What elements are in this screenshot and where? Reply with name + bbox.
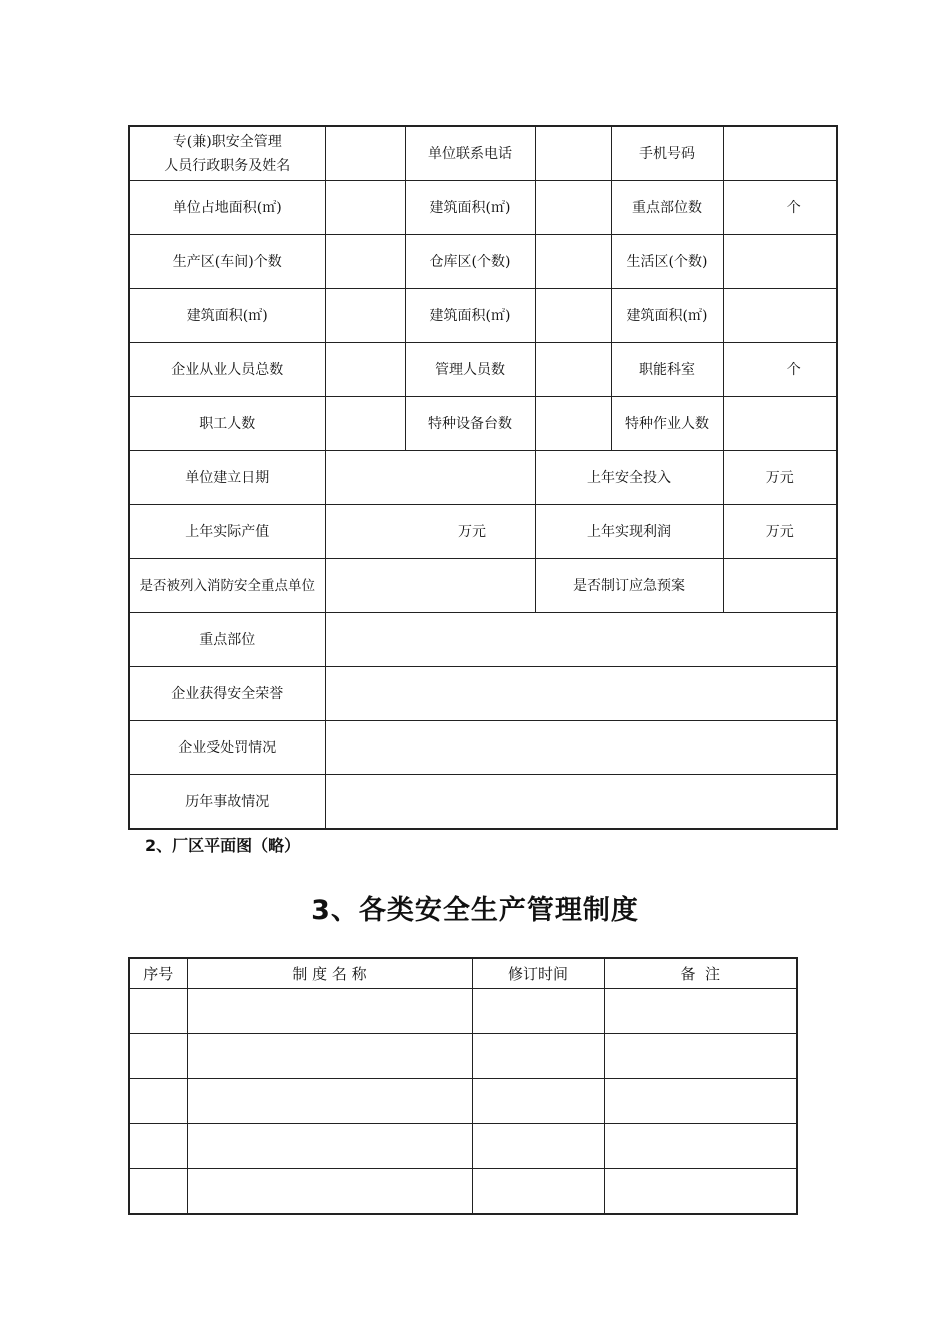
value-emergency-plan[interactable] xyxy=(723,559,837,613)
value-living-zones[interactable] xyxy=(723,235,837,289)
value-departments[interactable] xyxy=(723,343,837,397)
cell-regulation-name[interactable] xyxy=(187,1034,472,1079)
label-last-year-output: 上年实际产值 xyxy=(129,505,325,559)
value-key-parts-count[interactable] xyxy=(723,181,837,235)
cell-remarks[interactable] xyxy=(604,1124,797,1169)
label-safety-honors: 企业获得安全荣誉 xyxy=(129,667,325,721)
label-production-area: 建筑面积(㎡) xyxy=(129,289,325,343)
label-special-operators: 特种作业人数 xyxy=(611,397,723,451)
unit-wanyuan: 万元 xyxy=(765,523,794,540)
cell-remarks[interactable] xyxy=(604,989,797,1034)
label-warehouse-zones: 仓库区(个数) xyxy=(405,235,535,289)
section-3-title: 3、各类安全生产管理制度 xyxy=(311,895,639,926)
cell-revision-date[interactable] xyxy=(472,989,604,1034)
value-penalties[interactable] xyxy=(325,721,837,775)
value-warehouse-zones[interactable] xyxy=(535,235,611,289)
cell-regulation-name[interactable] xyxy=(187,989,472,1034)
value-mobile[interactable] xyxy=(723,126,837,181)
value-last-year-safety-investment[interactable] xyxy=(723,451,837,505)
value-special-equipment[interactable] xyxy=(535,397,611,451)
cell-revision-date[interactable] xyxy=(472,1124,604,1169)
label-emergency-plan: 是否制订应急预案 xyxy=(535,559,723,613)
label-key-parts: 重点部位 xyxy=(129,613,325,667)
cell-revision-date[interactable] xyxy=(472,1169,604,1215)
value-total-employees[interactable] xyxy=(325,343,405,397)
table-row xyxy=(129,1124,797,1169)
header-regulation-name: 制 度 名 称 xyxy=(187,958,472,989)
cell-serial-no[interactable] xyxy=(129,1079,187,1124)
value-unit-phone[interactable] xyxy=(535,126,611,181)
value-last-year-profit[interactable] xyxy=(723,505,837,559)
label-living-zones: 生活区(个数) xyxy=(611,235,723,289)
label-building-area: 建筑面积(㎡) xyxy=(405,181,535,235)
table-row xyxy=(129,1034,797,1079)
value-building-area[interactable] xyxy=(535,181,611,235)
value-key-parts[interactable] xyxy=(325,613,837,667)
header-revision-date: 修订时间 xyxy=(472,958,604,989)
value-production-zones[interactable] xyxy=(325,235,405,289)
unit-wanyuan: 万元 xyxy=(458,523,486,540)
label-unit-phone: 单位联系电话 xyxy=(405,126,535,181)
cell-remarks[interactable] xyxy=(604,1169,797,1215)
label-penalties: 企业受处罚情况 xyxy=(129,721,325,775)
value-last-year-output[interactable] xyxy=(325,505,535,559)
value-special-operators[interactable] xyxy=(723,397,837,451)
cell-revision-date[interactable] xyxy=(472,1079,604,1124)
label-departments: 职能科室 xyxy=(611,343,723,397)
value-accident-history[interactable] xyxy=(325,775,837,830)
label-safety-manager: 专(兼)职安全管理 人员行政职务及姓名 xyxy=(129,126,325,181)
label-mobile: 手机号码 xyxy=(611,126,723,181)
cell-remarks[interactable] xyxy=(604,1034,797,1079)
value-living-area[interactable] xyxy=(723,289,837,343)
label-workers: 职工人数 xyxy=(129,397,325,451)
value-safety-honors[interactable] xyxy=(325,667,837,721)
cell-regulation-name[interactable] xyxy=(187,1124,472,1169)
label-land-area: 单位占地面积(㎡) xyxy=(129,181,325,235)
value-warehouse-area[interactable] xyxy=(535,289,611,343)
label-production-zones: 生产区(车间)个数 xyxy=(129,235,325,289)
cell-remarks[interactable] xyxy=(604,1079,797,1124)
cell-regulation-name[interactable] xyxy=(187,1169,472,1215)
label-managers: 管理人员数 xyxy=(405,343,535,397)
table-row xyxy=(129,1169,797,1215)
value-safety-manager[interactable] xyxy=(325,126,405,181)
value-fire-key-unit[interactable] xyxy=(325,559,535,613)
label-fire-key-unit: 是否被列入消防安全重点单位 xyxy=(129,559,325,613)
unit-ge: 个 xyxy=(786,199,801,216)
label-special-equipment: 特种设备台数 xyxy=(405,397,535,451)
cell-revision-date[interactable] xyxy=(472,1034,604,1079)
header-serial-no: 序号 xyxy=(129,958,187,989)
label-key-parts-count: 重点部位数 xyxy=(611,181,723,235)
cell-serial-no[interactable] xyxy=(129,989,187,1034)
label-last-year-profit: 上年实现利润 xyxy=(535,505,723,559)
unit-ge: 个 xyxy=(786,361,801,378)
cell-serial-no[interactable] xyxy=(129,1124,187,1169)
label-last-year-safety-investment: 上年安全投入 xyxy=(535,451,723,505)
cell-regulation-name[interactable] xyxy=(187,1079,472,1124)
label-total-employees: 企业从业人员总数 xyxy=(129,343,325,397)
value-workers[interactable] xyxy=(325,397,405,451)
value-managers[interactable] xyxy=(535,343,611,397)
unit-wanyuan: 万元 xyxy=(765,469,794,486)
value-production-area[interactable] xyxy=(325,289,405,343)
cell-serial-no[interactable] xyxy=(129,1169,187,1215)
header-remarks: 备 注 xyxy=(604,958,797,989)
cell-serial-no[interactable] xyxy=(129,1034,187,1079)
enterprise-info-table xyxy=(128,125,838,830)
value-land-area[interactable] xyxy=(325,181,405,235)
value-founded-date[interactable] xyxy=(325,451,535,505)
safety-regulations-table xyxy=(128,957,798,1215)
label-founded-date: 单位建立日期 xyxy=(129,451,325,505)
table-row xyxy=(129,989,797,1034)
section-2-heading: 2、厂区平面图（略） xyxy=(145,836,301,855)
label-accident-history: 历年事故情况 xyxy=(129,775,325,830)
label-living-area: 建筑面积(㎡) xyxy=(611,289,723,343)
table-row xyxy=(129,1079,797,1124)
label-warehouse-area: 建筑面积(㎡) xyxy=(405,289,535,343)
